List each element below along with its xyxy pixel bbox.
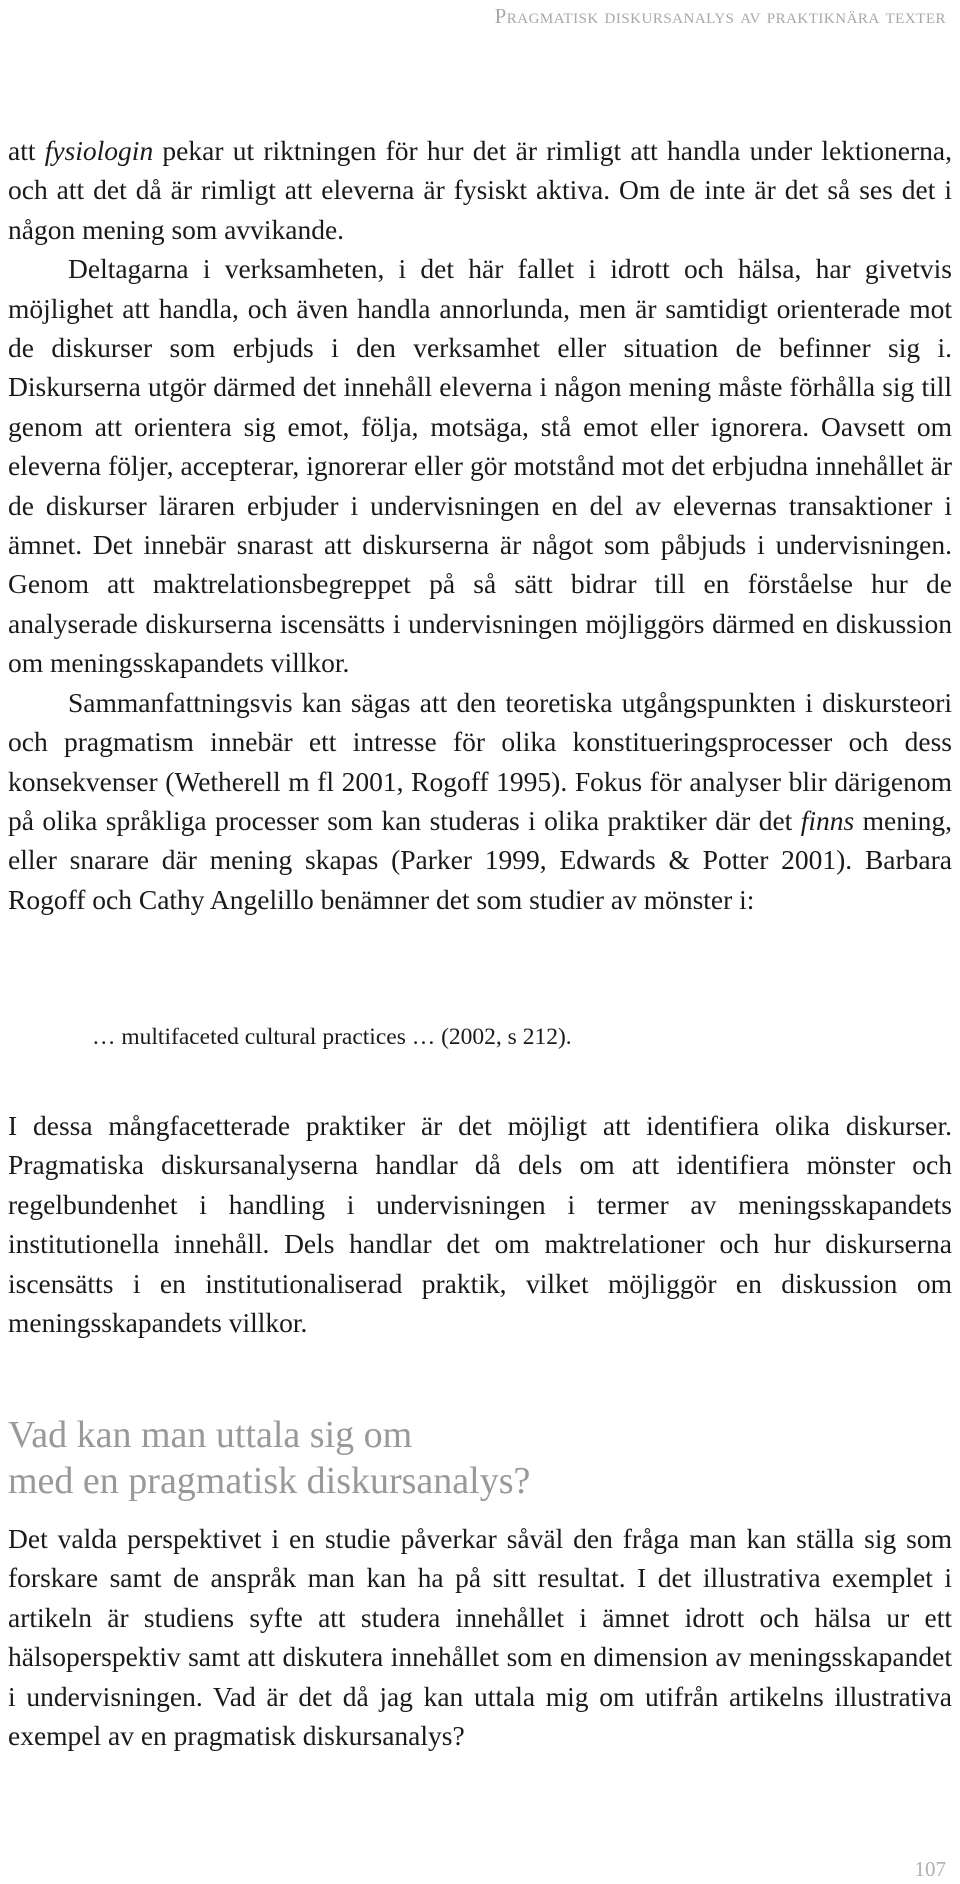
section-heading (8, 1412, 952, 1504)
paragraph: Det valda perspektivet i en studie påverkar såväl den fråga man kan ställa sig som forskare samt de anspråk man kan ha på sitt resultat. I det illustrativa exemplet i artikeln är studiens syfte att studera innehållet i ämnet idrott och hälsa ur ett hälsoperspektiv samt att diskutera innehållet som en dimension av meningsskapandet i undervisningen. Vad är det då jag kan uttala mig om utifrån artikelns illustrativa exempel av en pragmatisk diskursanalys? (8, 1523, 952, 1752)
section-heading-line: Vad kan man uttala sig om (8, 1414, 413, 1456)
block-quote: … multifaceted cultural practices … (2002, s 212). (92, 1024, 572, 1050)
paragraph: Sammanfattningsvis kan sägas att den teoretiska utgångspunkten i diskursteori och pragmatism innebär ett intresse för olika konstitueringsprocesser och dess konsekvenser (Wetherell m fl 2001, Rogoff 1995). Fokus för analyser blir därigenom på olika språkliga processer som kan studeras i olika praktiker där det finns mening, eller snarare där mening skapas (Parker 1999, Edwards & Potter 2001). Barbara Rogoff och Cathy Angelillo benämner det som studier av mönster i: (8, 686, 952, 915)
paragraph: I dessa mångfacetterade praktiker är det möjligt att identifiera olika diskurser. Pragmatiska diskursanalyserna handlar då dels om att identifiera mönster och regelbundenhet i handling i undervisningen i termer av meningsskapandets institutionella innehåll. Dels handlar det om maktrelationer och hur diskurserna iscensätts i en institutionaliserad praktik, vilket möjliggör en diskussion om meningsskapandets villkor. (8, 1110, 952, 1339)
running-header: Pragmatisk diskursanalys av praktiknära texter (494, 4, 946, 28)
section-heading-line: med en pragmatisk diskursanalys? (8, 1460, 531, 1502)
section-text-block (8, 1519, 952, 1755)
paragraph: att fysiologin pekar ut riktningen för hur det är rimligt att handla under lektionerna, och att det då är rimligt att eleverna är fysiskt aktiva. Om de inte är det så ses det i någon mening som avvikande. (8, 135, 952, 245)
body-text-block (8, 1106, 952, 1342)
body-text-block (8, 131, 952, 919)
paragraph: Deltagarna i verksamheten, i det här fallet i idrott och hälsa, har givetvis möjlighet att handla, och även handla annorlunda, men är samtidigt orienterade mot de diskurser som erbjuds i den verksamhet eller situation de befinner sig i. Diskurserna utgör därmed det innehåll eleverna i någon mening måste förhålla sig till genom att orientera sig emot, följa, motsäga, stå emot eller ignorera. Oavsett om eleverna följer, accepterar, ignorerar eller gör motstånd mot det erbjudna innehållet är de diskurser läraren erbjuder i undervisningen en del av elevernas transaktioner i ämnet. Det innebär snarast att diskurserna är något som påbjuds i undervisningen. Genom att maktrelationsbegreppet på så sätt bidrar till en förståelse hur de analyserade diskurserna iscensätts i undervisningen möjliggörs därmed en diskussion om meningsskapandets villkor. (8, 253, 952, 679)
page-number: 107 (914, 1857, 946, 1881)
emphasized-term: fysiologin (44, 135, 154, 166)
emphasized-term: finns (800, 804, 855, 836)
